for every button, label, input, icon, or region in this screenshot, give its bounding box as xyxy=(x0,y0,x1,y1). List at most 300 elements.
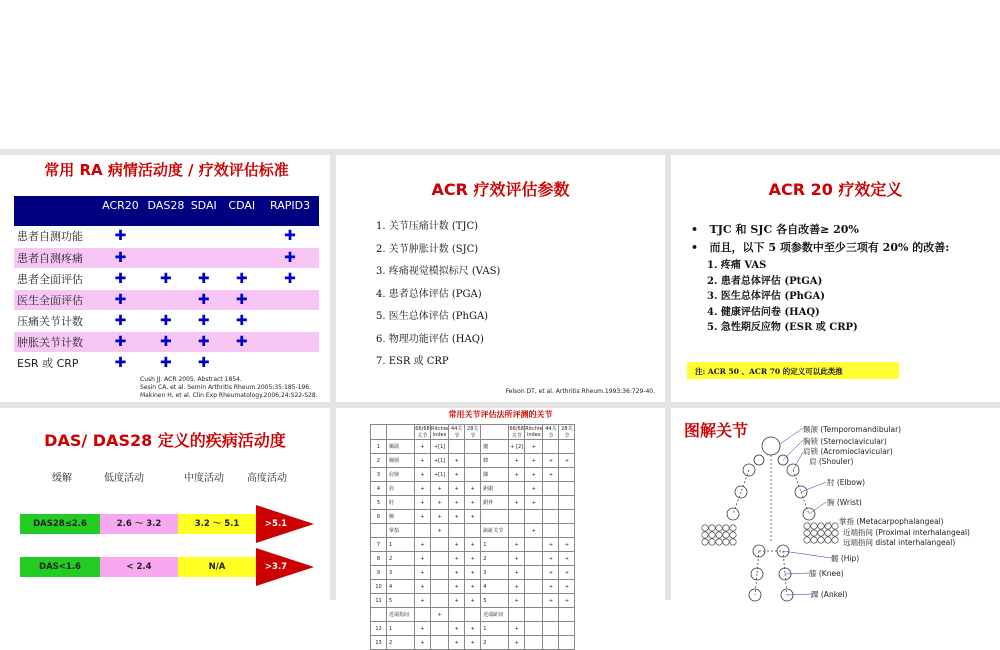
table-cell xyxy=(559,524,575,538)
table-cell: + xyxy=(415,636,431,650)
table-row xyxy=(371,440,575,454)
table-cell: 跖趾关节 xyxy=(481,524,509,538)
table-cell: + xyxy=(449,510,465,524)
plus-mark-icon: ✚ xyxy=(94,247,147,268)
bullet-item: • 而且，以下 5 项参数中至少三项有 20% 的改善: xyxy=(691,241,950,254)
table-cell: + xyxy=(465,636,481,650)
table-cell: 44关节 xyxy=(449,425,465,440)
table-cell: + xyxy=(543,468,559,482)
table-cell xyxy=(431,622,449,636)
table-cell: + xyxy=(431,482,449,496)
table-cell: Ritchie index xyxy=(525,426,543,438)
table-cell xyxy=(415,608,431,622)
reference-line: Cush JJ. ACR 2005. Abstract 1854. xyxy=(140,376,242,383)
table-cell: 掌指 xyxy=(387,524,415,538)
table-cell xyxy=(559,636,575,650)
table-cell xyxy=(525,566,543,580)
table-cell xyxy=(465,440,481,454)
table-cell xyxy=(465,608,481,622)
joint-label: 颞颌 (Temporomandibular) xyxy=(803,425,902,434)
plus-mark-icon: ✚ xyxy=(94,310,147,331)
table-cell xyxy=(559,468,575,482)
table-row xyxy=(371,468,575,482)
hand-joint-circle xyxy=(716,539,722,545)
table-cell xyxy=(543,636,559,650)
das28-moderate: 3.2 ～ 5.1 xyxy=(178,514,256,534)
slide-thumbnail-4[interactable] xyxy=(0,408,330,600)
table-cell: + xyxy=(465,622,481,636)
table-cell: + xyxy=(509,468,525,482)
plus-mark-icon: ✚ xyxy=(261,226,319,247)
table-cell xyxy=(465,468,481,482)
table-cell: + xyxy=(543,552,559,566)
joint-label: 近端指间 (Proximal interhalangeal) xyxy=(843,528,970,537)
joint-label: 膝 (Knee) xyxy=(809,569,844,578)
table-cell: + xyxy=(559,454,575,468)
empty-cell xyxy=(261,331,319,352)
table-cell: +[1] xyxy=(431,468,449,482)
table-cell: + xyxy=(415,468,431,482)
slide-title: 图解关节 xyxy=(684,421,749,440)
das28-low: 2.6 ～ 3.2 xyxy=(100,514,178,534)
table-cell: 2 xyxy=(481,636,509,650)
hand-joint-circle xyxy=(804,523,810,529)
plus-mark-icon: ✚ xyxy=(261,268,319,289)
level-label: 低度活动 xyxy=(104,473,144,484)
empty-cell xyxy=(185,226,223,247)
table-cell: 胸锁 xyxy=(387,454,415,468)
empty-cell xyxy=(223,352,262,373)
hand-joint-circle xyxy=(818,530,824,536)
table-cell: + xyxy=(449,580,465,594)
table-cell: + xyxy=(415,440,431,454)
row-label: 患者自测功能 xyxy=(14,226,94,247)
table-cell: + xyxy=(525,524,543,538)
row-label: 肿胀关节计数 xyxy=(14,331,94,352)
table-cell: + xyxy=(465,566,481,580)
table-cell: 28关节 xyxy=(559,425,575,440)
table-cell: 颞颌 xyxy=(387,440,415,454)
table-cell: 2 xyxy=(371,454,387,468)
plus-mark-icon: ✚ xyxy=(185,331,223,352)
hand-joint-circle xyxy=(723,525,729,531)
table-cell xyxy=(431,594,449,608)
hand-joint-circle xyxy=(716,525,722,531)
hand-joint-circle xyxy=(702,532,708,538)
table-cell xyxy=(481,510,509,524)
list-item: 2. 患者总体评估 (PtGA) xyxy=(707,275,823,287)
slide-title: DAS/ DAS28 定义的疾病活动度 xyxy=(44,431,286,450)
table-cell: 4 xyxy=(371,482,387,496)
table-cell xyxy=(525,594,543,608)
bullet-text: 而且，以下 5 项参数中至少三项有 20% 的改善: xyxy=(709,241,950,254)
empty-cell xyxy=(147,226,185,247)
empty-cell xyxy=(223,226,262,247)
table-cell: 5 xyxy=(371,496,387,510)
table-cell: + xyxy=(449,454,465,468)
plus-mark-icon: ✚ xyxy=(94,226,147,247)
table-cell xyxy=(431,580,449,594)
plus-mark-icon: ✚ xyxy=(94,331,147,352)
table-cell xyxy=(559,510,575,524)
table-cell xyxy=(371,608,387,622)
table-row xyxy=(14,310,319,331)
hand-joint-circle xyxy=(709,532,715,538)
table-cell: + xyxy=(449,566,465,580)
table-cell: + xyxy=(525,440,543,454)
table-cell: 1 xyxy=(371,440,387,454)
table-cell: + xyxy=(449,594,465,608)
slide-title: 常用关节评估法所评测的关节 xyxy=(448,410,553,419)
table-cell: 3 xyxy=(387,566,415,580)
table-cell: + xyxy=(465,482,481,496)
table-cell: + xyxy=(509,636,525,650)
table-cell xyxy=(509,608,525,622)
hand-joint-circle xyxy=(702,525,708,531)
top-blank-area xyxy=(0,0,1000,149)
table-cell: + xyxy=(415,482,431,496)
table-row xyxy=(371,636,575,650)
table-cell: + xyxy=(431,510,449,524)
table-cell: 跗骨 xyxy=(481,496,509,510)
table-cell: + xyxy=(449,636,465,650)
table-row xyxy=(371,608,575,622)
table-row xyxy=(14,247,319,268)
empty-cell xyxy=(185,247,223,268)
table-cell: + xyxy=(543,566,559,580)
table-cell: 踝 xyxy=(481,468,509,482)
parameter-list xyxy=(376,217,500,375)
table-cell: + xyxy=(431,496,449,510)
hand-joint-circle xyxy=(716,532,722,538)
hand-joint-circle xyxy=(825,537,831,543)
plus-mark-icon: ✚ xyxy=(94,352,147,373)
table-cell: + xyxy=(525,482,543,496)
hand-joint-circle xyxy=(811,530,817,536)
table-cell xyxy=(481,425,509,440)
row-label: 患者自测疼痛 xyxy=(14,247,94,268)
table-cell xyxy=(525,622,543,636)
slide-title: ACR 20 疗效定义 xyxy=(768,180,903,199)
table-cell: + xyxy=(449,468,465,482)
table-cell: + xyxy=(449,552,465,566)
plus-mark-icon: ✚ xyxy=(147,310,185,331)
table-cell xyxy=(543,622,559,636)
highlight-note: 注: ACR 50 、ACR 70 的定义可以此类推 xyxy=(687,362,899,379)
table-cell: + xyxy=(449,622,465,636)
table-cell: + xyxy=(465,538,481,552)
table-cell: 2 xyxy=(387,552,415,566)
plus-mark-icon: ✚ xyxy=(223,331,262,352)
table-row xyxy=(371,594,575,608)
table-cell xyxy=(525,580,543,594)
list-item: 1. 疼痛 VAS xyxy=(707,260,767,271)
table-cell: 3 xyxy=(371,468,387,482)
subitem-list xyxy=(707,256,858,334)
table-cell xyxy=(465,524,481,538)
table-cell xyxy=(525,636,543,650)
table-cell: + xyxy=(559,538,575,552)
table-cell xyxy=(465,454,481,468)
table-cell: 8 xyxy=(371,552,387,566)
table-cell xyxy=(525,510,543,524)
table-cell: + [2] xyxy=(509,440,525,454)
table-cell xyxy=(543,482,559,496)
table-row xyxy=(14,289,319,310)
level-label: 缓解 xyxy=(52,473,72,484)
list-item: 4. 健康评估问卷 (HAQ) xyxy=(707,306,820,318)
slide-thumbnail-5[interactable] xyxy=(336,408,665,646)
table-cell: 12 xyxy=(371,622,387,636)
table-cell: + xyxy=(465,552,481,566)
table-cell: + xyxy=(415,538,431,552)
hand-joint-circle xyxy=(723,532,729,538)
table-row xyxy=(371,552,575,566)
table-cell: + xyxy=(465,594,481,608)
plus-mark-icon: ✚ xyxy=(147,352,185,373)
bullet-item: • TJC 和 SJC 各自改善≥ 20% xyxy=(691,223,859,236)
joint-label: 肩锁 (Acromioclavicular) xyxy=(803,447,893,456)
list-item: 2. 关节肿胀计数 (SJC) xyxy=(376,243,479,255)
table-cell xyxy=(559,482,575,496)
table-cell xyxy=(525,538,543,552)
list-item: 3. 医生总体评估 (PhGA) xyxy=(707,291,825,302)
hand-joint-circle xyxy=(804,537,810,543)
table-cell xyxy=(431,538,449,552)
reference-line: Sesin CA, et al. Semin Arthritis Rheum.2005;35:185-196. xyxy=(140,384,311,391)
table-cell: + xyxy=(449,482,465,496)
table-cell xyxy=(371,524,387,538)
empty-cell xyxy=(147,289,185,310)
table-cell: 6 xyxy=(371,510,387,524)
table-cell xyxy=(543,608,559,622)
table-cell: 10 xyxy=(371,580,387,594)
table-cell: Ritchie index xyxy=(431,426,449,438)
references xyxy=(140,376,318,400)
hand-joint-circle xyxy=(709,539,715,545)
list-item: 5. 医生总体评估 (PhGA) xyxy=(376,311,489,322)
table-row xyxy=(371,524,575,538)
hand-joint-circle xyxy=(832,537,838,543)
slide-title: ACR 疗效评估参数 xyxy=(431,180,570,199)
table-cell: 11 xyxy=(371,594,387,608)
hand-joint-circle xyxy=(811,523,817,529)
table-cell: + xyxy=(465,580,481,594)
joint-label: 肩 (Shouler) xyxy=(809,457,854,466)
plus-mark-icon: ✚ xyxy=(261,247,319,268)
criteria-table xyxy=(14,196,319,374)
table-cell: + xyxy=(465,510,481,524)
das28-high: >5.1 xyxy=(264,519,288,529)
hand-joint-circle xyxy=(730,539,736,545)
plus-mark-icon: ✚ xyxy=(94,289,147,310)
empty-cell xyxy=(261,310,319,331)
row-label: 患者全面评估 xyxy=(14,268,94,289)
table-row xyxy=(371,566,575,580)
table-cell xyxy=(543,440,559,454)
table-cell: + xyxy=(509,566,525,580)
table-cell: +[1] xyxy=(431,454,449,468)
list-item: 6. 物理功能评估 (HAQ) xyxy=(376,333,484,345)
row-label: ESR 或 CRP xyxy=(14,352,94,373)
joint-label: 踝 (Ankel) xyxy=(811,590,848,599)
table-cell: + xyxy=(525,468,543,482)
hand-joint-circle xyxy=(723,539,729,545)
slide-thumbnail-6[interactable] xyxy=(671,408,1000,600)
plus-mark-icon: ✚ xyxy=(223,268,262,289)
table-cell xyxy=(449,524,465,538)
table-row xyxy=(14,331,319,352)
slide-title: 常用 RA 病情活动度 / 疗效评估标准 xyxy=(44,161,289,179)
table-row xyxy=(371,622,575,636)
table-cell xyxy=(543,496,559,510)
table-cell xyxy=(525,608,543,622)
table-cell: + xyxy=(509,454,525,468)
table-cell: 44关节 xyxy=(543,425,559,440)
table-cell: 腕 xyxy=(387,510,415,524)
hand-joint-circle xyxy=(811,537,817,543)
level-label: 中度活动 xyxy=(184,473,224,484)
hand-joint-circle xyxy=(832,530,838,536)
table-cell: + xyxy=(543,454,559,468)
table-cell: 肩锁 xyxy=(387,468,415,482)
table-cell: 1 xyxy=(387,538,415,552)
table-row xyxy=(371,538,575,552)
plus-mark-icon: ✚ xyxy=(147,268,185,289)
table-cell: +[1] xyxy=(431,440,449,454)
table-cell: + xyxy=(415,496,431,510)
plus-mark-icon: ✚ xyxy=(185,268,223,289)
slide-thumbnail-3[interactable] xyxy=(671,155,1000,402)
table-cell: + xyxy=(543,580,559,594)
empty-cell xyxy=(223,247,262,268)
table-cell: + xyxy=(525,454,543,468)
table-cell xyxy=(559,496,575,510)
table-row xyxy=(371,510,575,524)
table-header: SDAI xyxy=(185,196,223,226)
table-cell: + xyxy=(415,552,431,566)
table-cell xyxy=(559,622,575,636)
table-cell: + xyxy=(559,580,575,594)
table-cell: + xyxy=(509,622,525,636)
table-cell: + xyxy=(559,552,575,566)
table-cell: 距跟 xyxy=(481,482,509,496)
table-cell xyxy=(431,552,449,566)
table-header: DAS28 xyxy=(147,196,185,226)
table-cell xyxy=(543,524,559,538)
table-cell xyxy=(371,425,387,440)
joint-label: 远端指间 distal interhalangeal) xyxy=(843,538,956,547)
empty-cell xyxy=(261,289,319,310)
table-cell: + xyxy=(449,496,465,510)
hand-joint-circle xyxy=(702,539,708,545)
table-cell: 1 xyxy=(481,538,509,552)
table-cell: + xyxy=(509,496,525,510)
plus-mark-icon: ✚ xyxy=(185,310,223,331)
joint-label: 胸锁 (Sternoclavicular) xyxy=(803,437,887,446)
table-cell: 膝 xyxy=(481,454,509,468)
list-item: 1. 关节压痛计数 (TJC) xyxy=(376,221,479,232)
source-citation: Felson DT, et al. Arthritis Rheum.1993;36:729-40. xyxy=(505,388,655,395)
table-cell: + xyxy=(509,580,525,594)
level-label: 高度活动 xyxy=(247,473,287,484)
slide-thumbnail-1[interactable] xyxy=(0,155,330,402)
reference-line: Makinen H, et al. Clin Exp Rheumatology.2006;24:S22-S28. xyxy=(140,392,318,399)
table-cell: + xyxy=(543,538,559,552)
table-cell xyxy=(431,566,449,580)
empty-cell xyxy=(147,247,185,268)
table-cell: + xyxy=(559,594,575,608)
das-high: >3.7 xyxy=(264,562,288,572)
das-low: < 2.4 xyxy=(100,557,178,577)
joint-label: 髋 (Hip) xyxy=(831,554,860,563)
table-cell: + xyxy=(509,594,525,608)
table-cell: 1 xyxy=(481,622,509,636)
table-cell: 4 xyxy=(481,580,509,594)
table-cell: 5 xyxy=(481,594,509,608)
table-cell: + xyxy=(415,594,431,608)
table-cell xyxy=(559,608,575,622)
plus-mark-icon: ✚ xyxy=(185,352,223,373)
joint-label: 掌指 (Metacarpophalangeal) xyxy=(839,517,944,526)
row-label: 医生全面评估 xyxy=(14,289,94,310)
table-cell: + xyxy=(559,566,575,580)
table-cell: + xyxy=(415,510,431,524)
table-row xyxy=(14,352,319,373)
table-cell: + xyxy=(465,496,481,510)
table-cell: 66/68关节 xyxy=(415,425,430,439)
table-cell: + xyxy=(431,524,449,538)
table-cell xyxy=(543,510,559,524)
hand-joint-circle xyxy=(818,537,824,543)
hand-joint-circle xyxy=(804,530,810,536)
table-cell: 2 xyxy=(481,552,509,566)
table-cell: + xyxy=(449,538,465,552)
table-row xyxy=(371,482,575,496)
table-cell xyxy=(509,510,525,524)
table-cell xyxy=(431,636,449,650)
table-header: ACR20 xyxy=(94,196,147,226)
hand-joint-circle xyxy=(832,523,838,529)
table-cell xyxy=(449,608,465,622)
table-row xyxy=(371,580,575,594)
table-cell: 肘 xyxy=(387,496,415,510)
table-row xyxy=(371,425,575,440)
joint-label: 肘 (Elbow) xyxy=(827,478,866,487)
joint-count-table xyxy=(370,424,575,650)
list-item: 7. ESR 或 CRP xyxy=(376,356,449,367)
das-moderate: N/A xyxy=(178,557,256,577)
table-cell xyxy=(415,524,431,538)
row-label: 压痛关节计数 xyxy=(14,310,94,331)
bullet-text: TJC 和 SJC 各自改善≥ 20% xyxy=(709,223,859,236)
table-cell: + xyxy=(525,496,543,510)
table-cell: + xyxy=(415,622,431,636)
plus-mark-icon: ✚ xyxy=(94,268,147,289)
slide-thumbnail-2[interactable] xyxy=(336,155,665,402)
table-cell xyxy=(449,440,465,454)
table-cell: 3 xyxy=(481,566,509,580)
table-cell: + xyxy=(509,552,525,566)
table-cell: 1 xyxy=(387,622,415,636)
plus-mark-icon: ✚ xyxy=(185,289,223,310)
table-cell: 13 xyxy=(371,636,387,650)
table-cell: 9 xyxy=(371,566,387,580)
hand-joint-circle xyxy=(709,525,715,531)
table-cell: + xyxy=(415,454,431,468)
hand-joint-circle xyxy=(825,530,831,536)
empty-cell xyxy=(261,352,319,373)
